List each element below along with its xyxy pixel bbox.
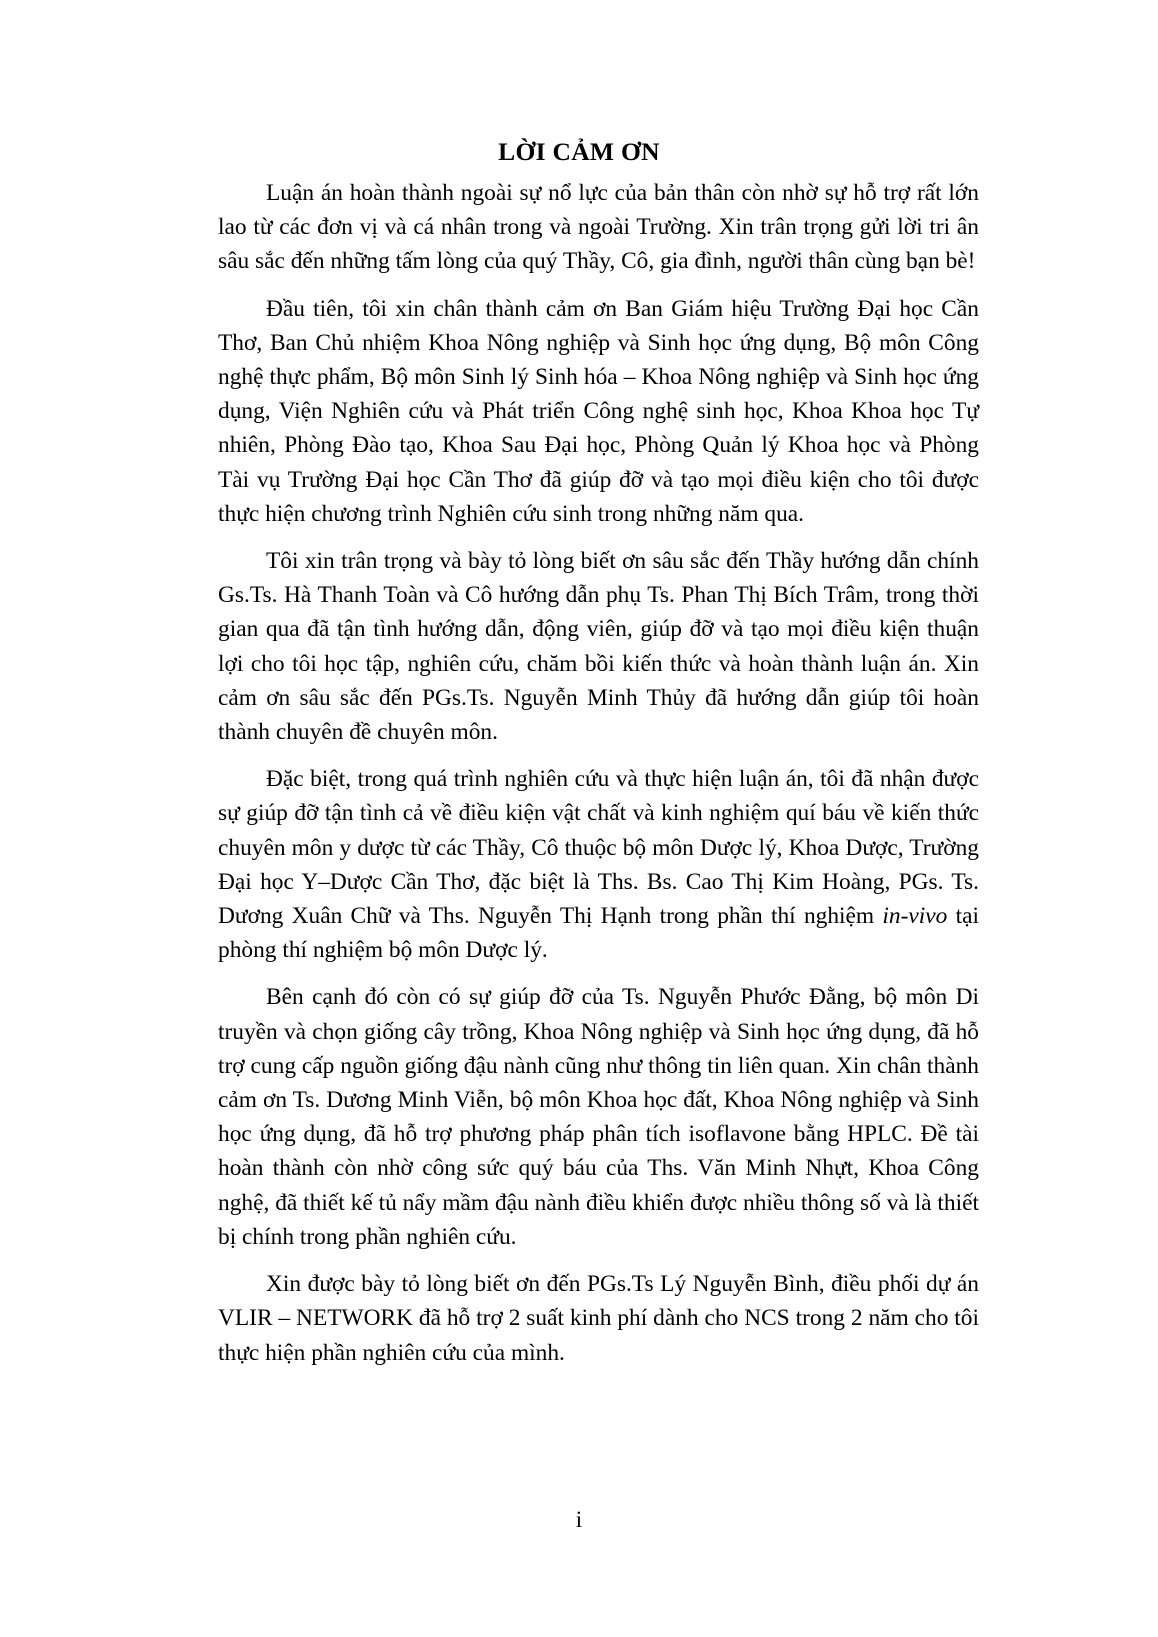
paragraph-4-text-before: Đặc biệt, trong quá trình nghiên cứu và thực hiện luận án, tôi đã nhận được sự giúp đỡ tận tình cả về điều kiện vật chất và kinh nghiệm quí báu về kiến thức chuyên môn y dược từ các Thầy, Cô thuộc bộ môn Dược lý, Khoa Dược, Trường Đại học Y–Dược Cần Thơ, đặc biệt là Ths. Bs. Cao Thị Kim Hoàng, PGs. Ts. Dương Xuân Chữ và Ths. Nguyễn Thị Hạnh trong phần thí nghiệm xyxy=(218,766,979,930)
paragraph-4-italic-term: in-vivo xyxy=(882,903,948,930)
acknowledgement-body xyxy=(218,176,979,1383)
paragraph-2: Đầu tiên, tôi xin chân thành cảm ơn Ban Giám hiệu Trường Đại học Cần Thơ, Ban Chủ nhiệm Khoa Nông nghiệp và Sinh học ứng dụng, Bộ môn Công nghệ thực phẩm, Bộ môn Sinh lý Sinh hóa – Khoa Nông nghiệp và Sinh học ứng dụng, Viện Nghiên cứu và Phát triển Công nghệ sinh học, Khoa Khoa học Tự nhiên, Phòng Đào tạo, Khoa Sau Đại học, Phòng Quản lý Khoa học và Phòng Tài vụ Trường Đại học Cần Thơ đã giúp đỡ và tạo mọi điều kiện cho tôi được thực hiện chương trình Nghiên cứu sinh trong những năm qua. xyxy=(218,295,979,527)
paragraph-6: Xin được bày tỏ lòng biết ơn đến PGs.Ts Lý Nguyễn Bình, điều phối dự án VLIR – NETWORK đã hỗ trợ 2 suất kinh phí dành cho NCS trong 2 năm cho tôi thực hiện phần nghiên cứu của mình. xyxy=(218,1271,979,1366)
page-number: i xyxy=(575,1507,583,1532)
paragraph-3: Tôi xin trân trọng và bày tỏ lòng biết ơn sâu sắc đến Thầy hướng dẫn chính Gs.Ts. Hà Thanh Toàn và Cô hướng dẫn phụ Ts. Phan Thị Bích Trâm, trong thời gian qua đã tận tình hướng dẫn, động viên, giúp đỡ và tạo mọi điều kiện thuận lợi cho tôi học tập, nghiên cứu, chăm bồi kiến thức và hoàn thành luận án. Xin cảm ơn sâu sắc đến PGs.Ts. Nguyễn Minh Thủy đã hướng dẫn giúp tôi hoàn thành chuyên đề chuyên môn. xyxy=(218,548,979,746)
paragraph-1: Luận án hoàn thành ngoài sự nổ lực của bản thân còn nhờ sự hỗ trợ rất lớn lao từ các đơn vị và cá nhân trong và ngoài Trường. Xin trân trọng gửi lời tri ân sâu sắc đến những tấm lòng của quý Thầy, Cô, gia đình, người thân cùng bạn bè! xyxy=(218,180,979,275)
paragraph-4-text-after: tại phòng thí nghiệm bộ môn Dược lý. xyxy=(218,903,980,964)
paragraph-5: Bên cạnh đó còn có sự giúp đỡ của Ts. Nguyễn Phước Đằng, bộ môn Di truyền và chọn giống cây trồng, Khoa Nông nghiệp và Sinh học ứng dụng, đã hỗ trợ cung cấp nguồn giống đậu nành cũng như thông tin liên quan. Xin chân thành cảm ơn Ts. Dương Minh Viễn, bộ môn Khoa học đất, Khoa Nông nghiệp và Sinh học ứng dụng, đã hỗ trợ phương pháp phân tích isoflavone bằng HPLC. Đề tài hoàn thành còn nhờ công sức quý báu của Ths. Văn Minh Nhựt, Khoa Công nghệ, đã thiết kế tủ nẩy mầm đậu nành điều khiển được nhiều thông số và là thiết bị chính trong phần nghiên cứu. xyxy=(218,984,979,1250)
page-title: LỜI CẢM ƠN xyxy=(498,137,660,166)
paragraph-4 xyxy=(218,762,979,967)
